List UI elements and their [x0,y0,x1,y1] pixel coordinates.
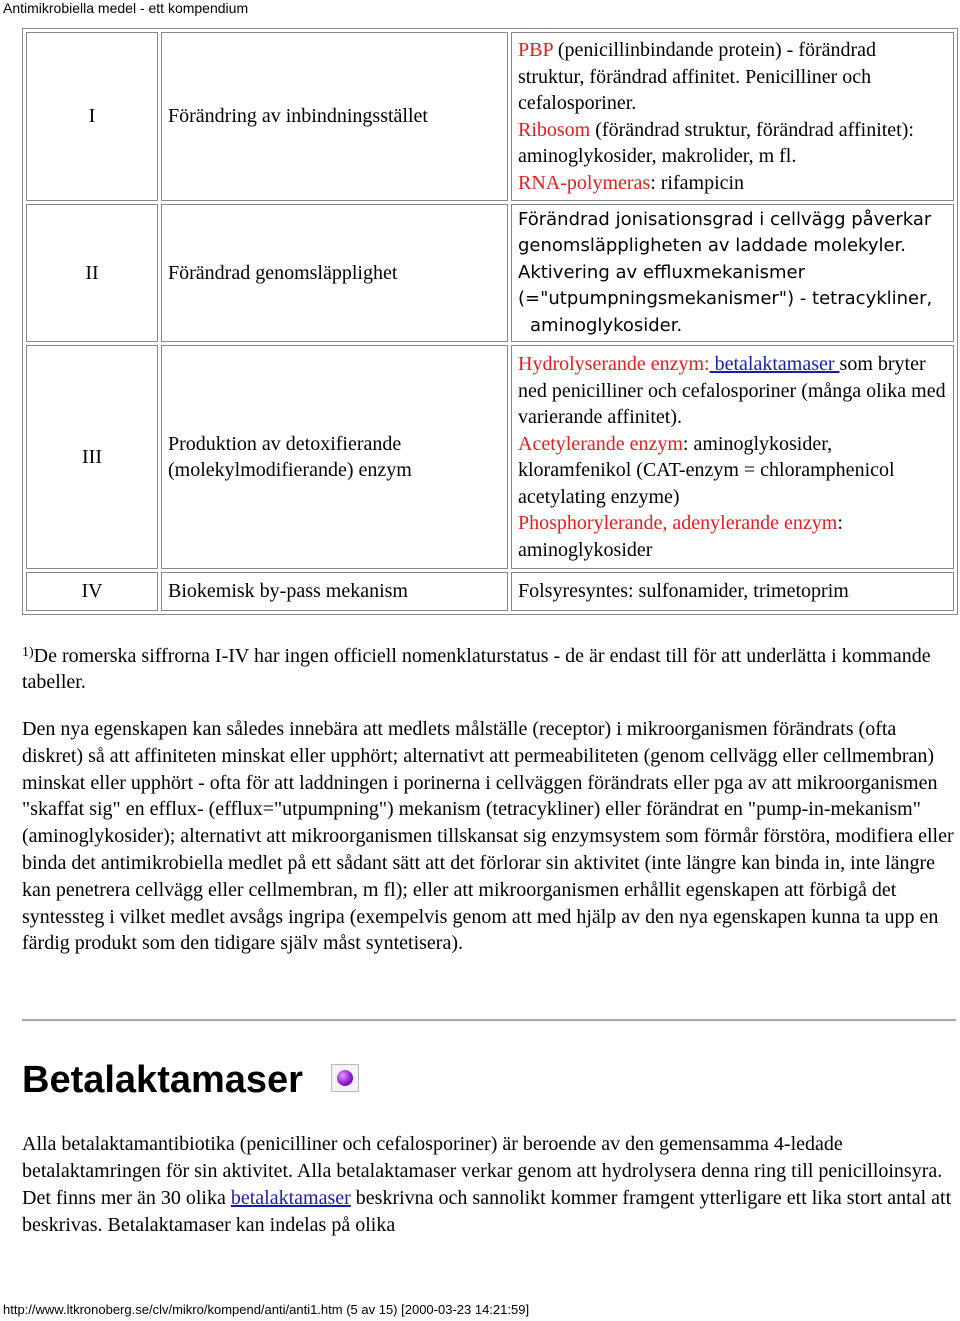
term-rna-polymeras: RNA-polymeras [518,171,651,194]
footnote [22,643,942,695]
row-detail: Folsyresyntes: sulfonamider, trimetoprim [511,572,954,611]
row-number: I [26,32,158,201]
row-number: IV [26,572,158,611]
row-number: III [26,345,158,569]
betalaktamaser-link[interactable]: betalaktamaser [230,1187,351,1209]
table-row [26,32,954,201]
purple-ball-bullet-icon [331,1064,359,1092]
page-header-title: Antimikrobiella medel - ett kompendium [3,0,249,16]
row-description: Förändrad genomsläpplighet [161,204,508,342]
section-divider [22,1019,956,1022]
table-row [26,204,954,342]
row-description: Biokemisk by-pass mekanism [161,572,508,611]
footnote-text: De romerska siffrorna I-IV har ingen officiell nomenklaturstatus - de är endast till för att underlätta i kommande tabeller. [22,645,931,693]
term-pbp: PBP [518,39,553,61]
section-paragraph: Alla betalaktamantibiotika (penicilliner och cefalosporiner) är beroende av den gemensamma 4-ledade betalaktamringen för sin aktivitet. Alla betalaktamaser verkar genom att hydrolysera denna ring till penicilloinsyra. Det finns mer än 30 olika betalaktamaser beskrivna och sannolikt kommer framgent ytterligare ett lika stort antal att beskrivas. Betalaktamaser kan indelas på olika [22,1133,952,1236]
term-ribosom: Ribosom [518,118,591,141]
row-number: II [26,204,158,342]
row-detail: PBP (penicillinbindande protein) - förändrad struktur, förändrad affinitet. Penicilliner och cefalosporiner. Ribosom (förändrad struktur, förändrad affinitet): aminoglykosider, makrolider, m fl. RNA-polymeras: rifampicin [511,32,954,201]
term-acetylerande: Acetylerande enzym [518,432,683,455]
row-detail: Förändrad jonisationsgrad i cellvägg påverkar genomsläppligheten av laddade molekyler. Aktivering av effluxmekanismer (="utpumpningsmekanismer") - tetracykliner, aminoglykosider. [511,204,954,342]
betalaktamaser-link[interactable]: betalaktamaser [709,353,840,375]
resistance-mechanisms-table [22,28,958,615]
term-hydrolyserande: Hydrolyserande enzym: [518,353,710,375]
term-phosphorylerande: Phosphorylerande, adenylerande enzym [518,512,838,534]
row-description: Produktion av detoxifierande (molekylmodifierande) enzym [161,345,508,569]
table-row [26,572,954,611]
section-heading: Betalaktamaser [22,1059,303,1101]
row-detail: Hydrolyserande enzym: betalaktamaser som bryter ned penicilliner och cefalosporiner (många olika med varierande affinitet). Acetylerande enzym: aminoglykosider, kloramfenikol (CAT-enzym = chloramphenicol acetylating enzyme) Phosphorylerande, adenylerande enzym: aminoglykosider [511,345,954,569]
footnote-marker: 1) [22,645,34,660]
table-row [26,345,954,569]
body-paragraph: Den nya egenskapen kan således innebära att medlets målställe (receptor) i mikroorganismen förändrats (ofta diskret) så att affiniteten minskat eller upphört; alternativt att permeabiliteten (genom cellvägg eller cellmembran) minskat eller upphört - ofta för att laddningen i porinerna i cellväggen förändrats eller pga av att mikroorganismen "skaffat sig" en efflux- (efflux="utpumpning") mekanism (tetracykliner) eller förändrat en "pump-in-mekanism" (aminoglykosider); alternativt att mikroorganismen tillskansat sig enzymsystem som förmår förstöra, modifiera eller binda det antimikrobiella medlet på ett sådant sätt att det förlorar sin aktivitet (inte längre kan binda in, inte längre kan penetrera cellvägg eller cellmembran, m fl); eller att mikroorganismen erhållit egenskapen att förbigå det syntessteg i vilket medlet avsågs ingripa (exempelvis genom att med hjälp av den nya egenskapen kunna ta upp en färdig produkt som den tidigare själv måst syntetisera). [22,718,954,955]
row-description: Förändring av inbindningsstället [161,32,508,201]
page-footer-url: http://www.ltkronoberg.se/clv/mikro/kompend/anti/anti1.htm (5 av 15) [2000-03-23 14:21:59] [3,1302,530,1317]
